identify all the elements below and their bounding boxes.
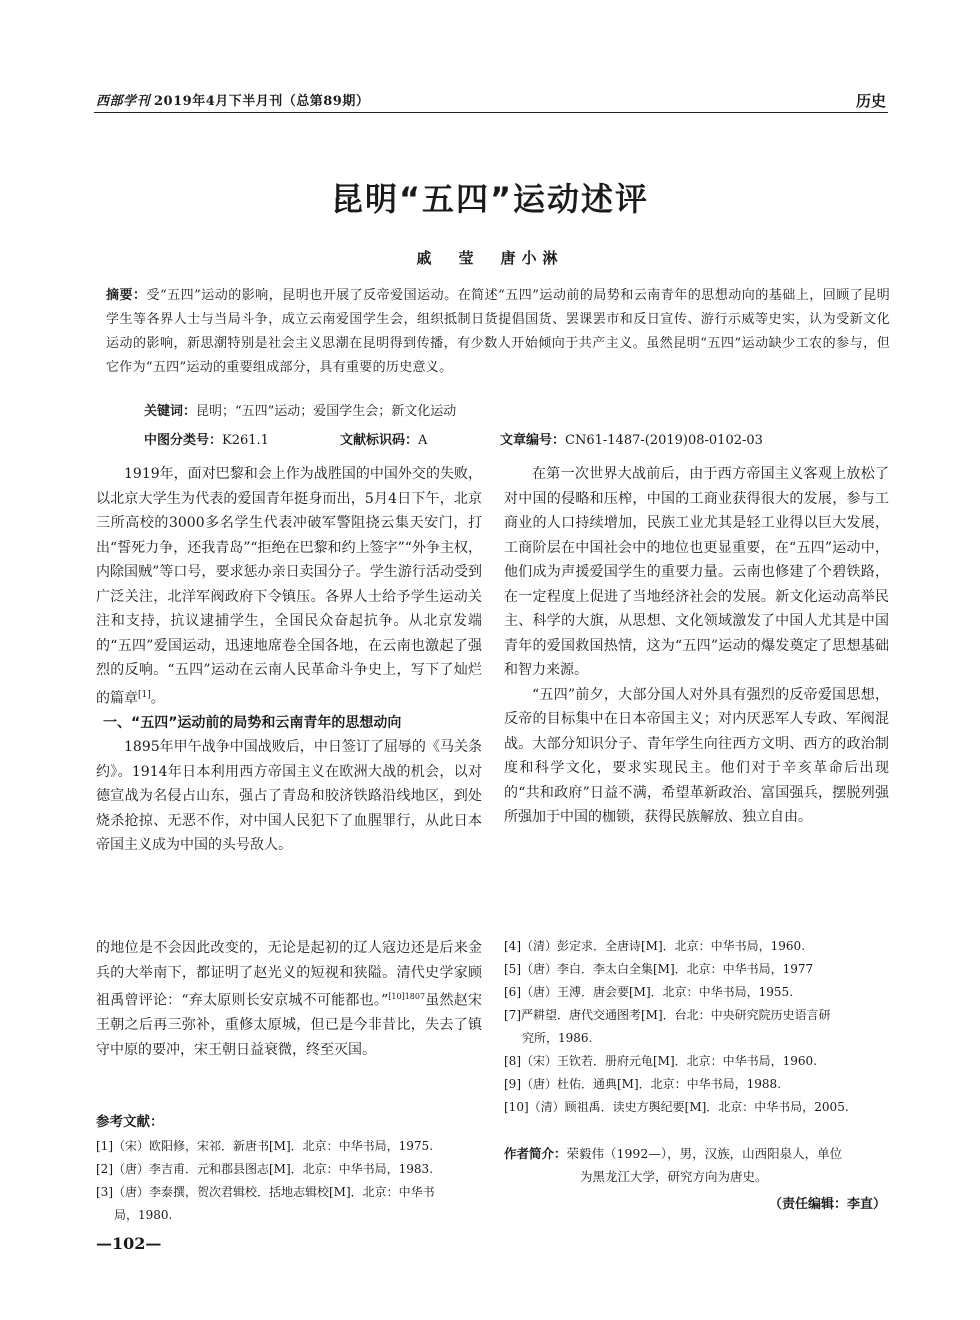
references-left <box>96 1135 486 1227</box>
author-bio-line: 为黑龙江大学，研究方向为唐史。 <box>580 1169 768 1184</box>
keywords-label: 关键词： <box>144 404 197 419</box>
author-bio-line: 荣毅伟（1992—），男，汉族，山西阳泉人，单位 <box>566 1146 843 1161</box>
author-bio-label: 作者简介： <box>504 1146 567 1161</box>
reference-item: [1]（宋）欧阳修，宋祁．新唐书[M]．北京：中华书局，1975. <box>96 1139 434 1153</box>
reference-item: [10]（清）顾祖禹．读史方舆纪要[M]．北京：中华书局，2005. <box>504 1100 849 1114</box>
section-heading: 一、“五四”运动前的局势和云南青年的思想动向 <box>103 714 402 731</box>
reference-item-continuation: 究所，1986. <box>522 1031 593 1045</box>
journal-logo: 西部学刊 <box>96 94 151 109</box>
reference-item: [2]（唐）李吉甫．元和郡县图志[M]．北京：中华书局，1983. <box>96 1162 434 1176</box>
reference-item: [6]（唐）王溥．唐会要[M]．北京：中华书局，1955. <box>504 985 794 999</box>
references-right <box>504 935 894 1119</box>
document-code: 文献标识码：A <box>340 433 428 448</box>
paragraph: “五四”前夕，大部分国人对外具有强烈的反帝爱国思想，反帝的目标集中在日本帝国主义；对内厌恶军人专政、军阀混战。大部分知识分子、青年学生向往西方文明、西方的政治制度和科学文化，要求实现民主。他们对于辛亥革命后出现的“共和政府”日益不满，希望革新政治、富国强兵，摆脱列强所强加于中国的枷锁，获得民族解放、独立自由。 <box>504 686 889 825</box>
body-left-column <box>96 462 482 858</box>
running-header <box>96 90 369 109</box>
reference-item: [9]（唐）杜佑．通典[M]．北京：中华书局，1988. <box>504 1077 782 1091</box>
reference-item-continuation: 局，1980. <box>114 1208 173 1222</box>
abstract-text: 受“五四”运动的影响，昆明也开展了反帝爱国运动。在简述“五四”运动前的局势和云南青年的思想动向的基础上，回顾了昆明学生等各界人士与当局斗争，成立云南爱国学生会，组织抵制日货提倡国货、罢课罢市和反日宣传、游行示威等史实，认为受新文化运动的影响，新思潮特别是社会主义思潮在昆明得到传播，有少数人开始倾向于共产主义。虽然昆明“五四”运动缺少工农的参与，但它作为“五四”运动的重要组成部分，具有重要的历史意义。 <box>106 288 890 375</box>
article-title: 昆明“五四”运动述评 <box>330 180 650 218</box>
paragraph: 1919年，面对巴黎和会上作为战胜国的中国外交的失败，以北京大学生为代表的爱国青年挺身而出，5月4日下午，北京三所高校的3000多名学生代表冲破军警阻挠云集天安门，打出“誓死力争，还我青岛”“拒绝在巴黎和约上签字”“外争主权，内除国贼”等口号，要求惩办亲日卖国分子。学生游行活动受到广泛关注，北洋军阀政府下令镇压。各界人士给予学生运动关注和支持，抗议逮捕学生，全国民众奋起抗争。从北京发端的“五四”爱国运动，迅速地席卷全国各地，在云南也激起了强烈的反响。“五四”运动在云南人民革命斗争史上，写下了灿烂的篇章[1]。 <box>96 466 482 707</box>
reference-item: [3]（唐）李泰撰，贺次君辑校．括地志辑校[M]．北京：中华书 <box>96 1185 435 1199</box>
clc-number: 中图分类号：K261.1 <box>144 433 269 448</box>
paragraph: 在第一次世界大战前后，由于西方帝国主义客观上放松了对中国的侵略和压榨，中国的工商业获得很大的发展，参与工商业的人口持续增加，民族工业尤其是轻工业得以巨大发展，工商阶层在中国社会中的地位也更显重要，在“五四”运动中，他们成为声援爱国学生的重要力量。云南也修建了个碧铁路，在一定程度上促进了当地经济社会的发展。新文化运动高举民主、科学的大旗，从思想、文化领域激发了中国人尤其是中国青年的爱国救国热情，这为“五四”运动的爆发奠定了思想基础和智力来源。 <box>504 466 889 678</box>
citation-ref: [10]1807 <box>388 992 426 1001</box>
citation-ref: [1] <box>138 689 151 700</box>
classification-row <box>144 429 884 447</box>
article-number: 文章编号：CN61-1487-(2019)08-0102-03 <box>500 433 763 448</box>
keywords <box>144 400 456 419</box>
abstract-label: 摘要： <box>106 288 147 303</box>
issue-info: 2019年4月下半月刊（总第89期） <box>154 94 370 109</box>
page-number: —102— <box>96 1234 162 1253</box>
article-authors: 戚 莹 唐小淋 <box>416 249 564 267</box>
reference-item: [8]（宋）王钦若．册府元龟[M]．北京：中华书局，1960. <box>504 1054 818 1068</box>
section-label: 历史 <box>855 92 886 110</box>
reference-item: [7]严耕望．唐代交通图考[M]．台北：中央研究院历史语言研 <box>504 1008 831 1022</box>
reference-item: [5]（唐）李白．李太白全集[M]．北京：中华书局，1977 <box>504 962 814 976</box>
body-right-column <box>504 462 889 830</box>
abstract <box>106 284 890 380</box>
author-bio <box>504 1142 894 1188</box>
header-rule <box>94 112 888 113</box>
references-title: 参考文献： <box>96 1114 164 1130</box>
previous-article-ending <box>96 936 482 1062</box>
paragraph: 1895年甲午战争中国战败后，中日签订了屈辱的《马关条约》。1914年日本利用西方帝国主义在欧洲大战的机会，以对德宣战为名侵占山东，强占了青岛和胶济铁路沿线地区，到处烧杀抢掠、无恶不作，对中国人民犯下了血腥罪行，从此日本帝国主义成为中国的头号敌人。 <box>96 739 482 854</box>
reference-item: [4]（清）彭定求．全唐诗[M]．北京：中华书局，1960. <box>504 939 806 953</box>
paragraph: 的地位是不会因此改变的，无论是起初的辽人寇边还是后来金兵的大举南下，都证明了赵光义的短视和狭隘。清代史学家顾祖禹曾评论：“弃太原则长安京城不可能都也。”$^{[10]1807}$虽然赵宋王朝之后再三弥补，重修太原城，但已是今非昔比，失去了镇守中原的要冲，宋王朝日益衰微，终至灭国。 <box>96 940 482 1058</box>
keywords-text: 昆明；“五四”运动；爱国学生会；新文化运动 <box>196 404 457 419</box>
responsible-editor: （责任编辑：李直） <box>768 1197 886 1212</box>
